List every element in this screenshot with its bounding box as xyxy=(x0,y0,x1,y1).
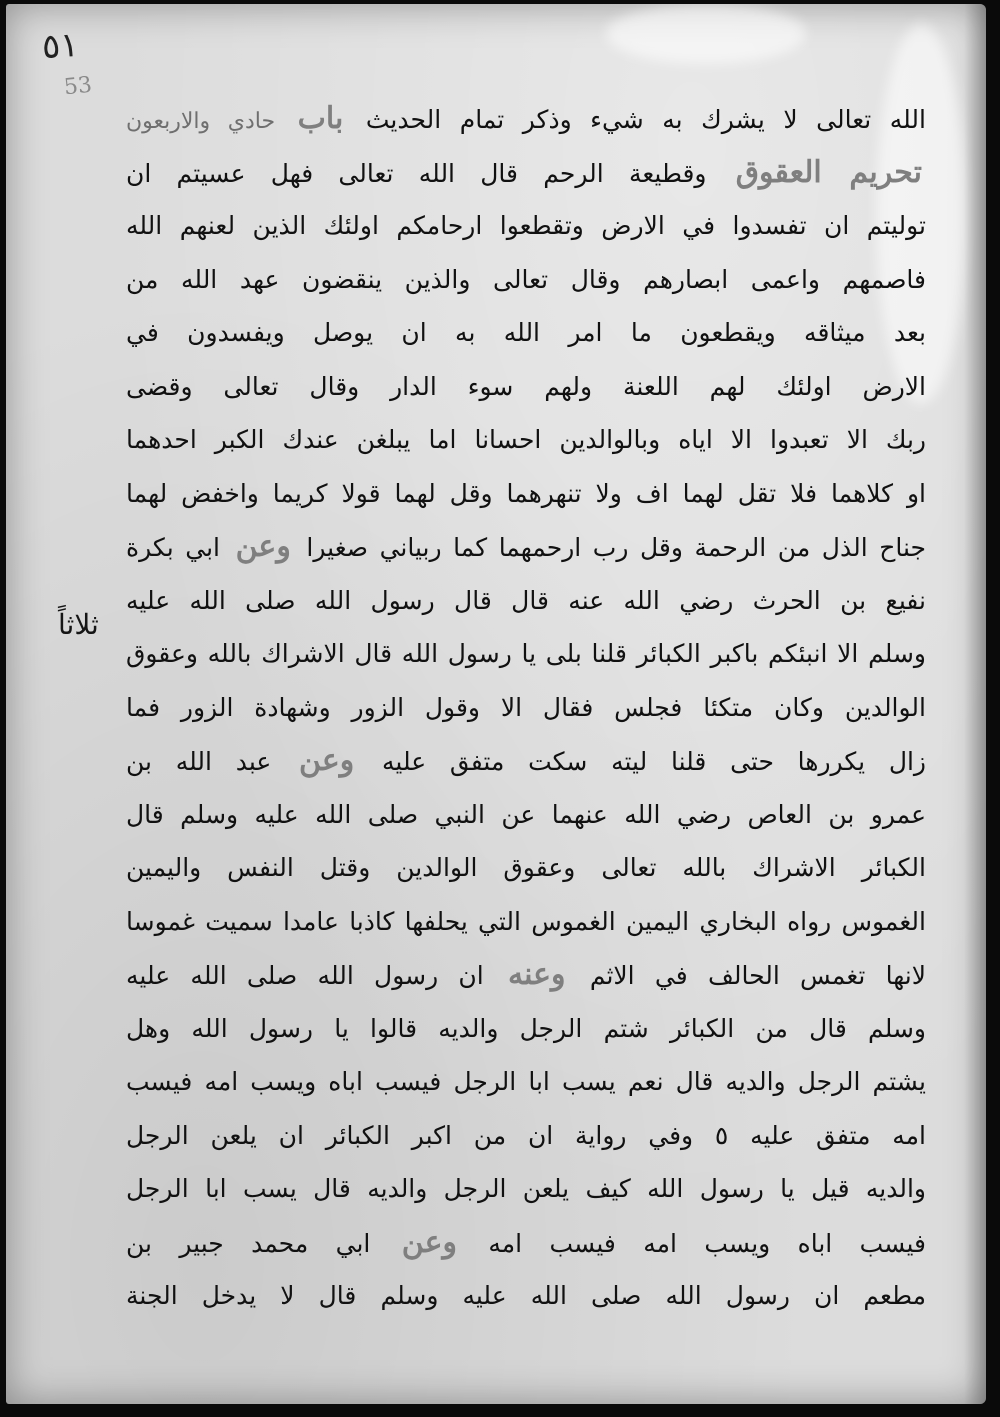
text-line xyxy=(126,1002,926,1056)
rubric-word: وعن xyxy=(299,743,355,778)
rubric-word: باب xyxy=(297,101,344,136)
line-text: ان رسول الله صلى الله عليه xyxy=(126,961,484,990)
text-line xyxy=(126,895,926,949)
line-text: نفيع بن الحرث رضي الله عنه قال قال رسول الله صلى الله عليه xyxy=(126,585,926,615)
line-text: الغموس رواه البخاري اليمين الغموس التي يحلفها كاذبا عامدا سميت غموسا xyxy=(126,906,926,936)
line-text: جناح الذل من الرحمة وقل رب ارحمهما كما ربياني صغيرا xyxy=(306,533,926,562)
text-line xyxy=(126,199,926,253)
text-line xyxy=(126,520,926,574)
line-text: عبد الله بن xyxy=(126,747,272,776)
line-text: الارض اولئك لهم اللعنة ولهم سوء الدار وقال تعالى وقضى xyxy=(126,371,926,401)
line-text: زال يكررها حتى قلنا ليته سكت متفق عليه xyxy=(382,747,926,776)
text-line xyxy=(126,788,926,842)
line-text: وقطيعة الرحم قال الله تعالى فهل عسيتم ان xyxy=(126,158,707,188)
line-text: ربك الا تعبدوا الا اياه وبالوالدين احسانا اما يبلغن عندك الكبر احدهما xyxy=(126,425,926,454)
chapter-title: تحريم العقوق xyxy=(735,154,922,190)
folio-number: ٥١ xyxy=(40,24,80,68)
text-line xyxy=(126,841,926,895)
pencil-folio-number: 53 xyxy=(62,72,94,101)
line-text: ابي محمد جبير بن xyxy=(126,1228,371,1258)
line-text: الله تعالى لا يشرك به شيء وذكر تمام الحديث xyxy=(365,105,926,134)
line-text: عمرو بن العاص رضي الله عنهما عن النبي صلى الله عليه وسلم قال xyxy=(126,799,926,829)
text-line xyxy=(126,948,926,1002)
line-text: يشتم الرجل والديه قال نعم يسب ابا الرجل فيسب اباه ويسب امه فيسب xyxy=(126,1067,926,1096)
text-line xyxy=(126,92,926,146)
margin-note: ثلاثاً xyxy=(58,608,99,641)
text-line xyxy=(126,253,926,307)
text-line xyxy=(126,413,926,467)
text-line xyxy=(126,306,926,360)
text-line xyxy=(126,360,926,414)
line-text: وسلم الا انبئكم باكبر الكبائر قلنا بلى يا رسول الله قال الاشراك بالله وعقوق xyxy=(126,639,926,668)
text-line xyxy=(126,1269,926,1323)
text-line xyxy=(126,1055,926,1109)
rubric-word: وعن xyxy=(401,1224,457,1260)
text-line xyxy=(126,1216,926,1270)
text-line xyxy=(126,734,926,788)
rubric-word: وعنه xyxy=(508,957,566,992)
line-text: امه متفق عليه ٥ وفي رواية ان من اكبر الكبائر ان يلعن الرجل xyxy=(126,1120,926,1150)
line-text: ابي بكرة xyxy=(126,533,220,562)
line-text: بعد ميثاقه ويقطعون ما امر الله به ان يوصل ويفسدون في xyxy=(126,318,926,347)
text-line xyxy=(126,1162,926,1216)
text-line xyxy=(126,574,926,628)
line-text: الكبائر الاشراك بالله تعالى وعقوق الوالدين وقتل النفس واليمين xyxy=(126,853,926,882)
paper-stain xyxy=(606,4,806,64)
text-line xyxy=(126,627,926,681)
line-text: مطعم ان رسول الله صلى الله عليه وسلم قال لا يدخل الجنة xyxy=(126,1281,926,1310)
text-block xyxy=(126,92,926,1323)
page-edge-shadow xyxy=(964,4,986,1404)
line-text: فيسب اباه ويسب امه فيسب امه xyxy=(488,1228,926,1258)
line-text: او كلاهما فلا تقل لهما اف ولا تنهرهما وقل لهما قولا كريما واخفض لهما xyxy=(126,478,926,508)
manuscript-page xyxy=(6,4,986,1404)
text-line xyxy=(126,681,926,735)
line-text: والديه قيل يا رسول الله كيف يلعن الرجل والديه قال يسب ابا الرجل xyxy=(126,1174,926,1203)
line-text: توليتم ان تفسدوا في الارض وتقطعوا ارحامكم اولئك الذين لعنهم الله xyxy=(126,211,926,240)
text-line xyxy=(126,146,926,200)
text-line xyxy=(126,1109,926,1163)
text-line xyxy=(126,467,926,521)
line-text: الوالدين وكان متكئا فجلس فقال الا وقول الزور وشهادة الزور فما xyxy=(126,692,926,722)
line-text: وسلم قال من الكبائر شتم الرجل والديه قالوا يا رسول الله وهل xyxy=(126,1013,926,1043)
chapter-number: حادي والاربعون xyxy=(126,109,276,134)
rubric-word: وعن xyxy=(235,529,291,564)
line-text: لانها تغمس الحالف في الاثم xyxy=(589,961,926,990)
line-text: فاصمهم واعمى ابصارهم وقال تعالى والذين ينقضون عهد الله من xyxy=(126,264,926,294)
